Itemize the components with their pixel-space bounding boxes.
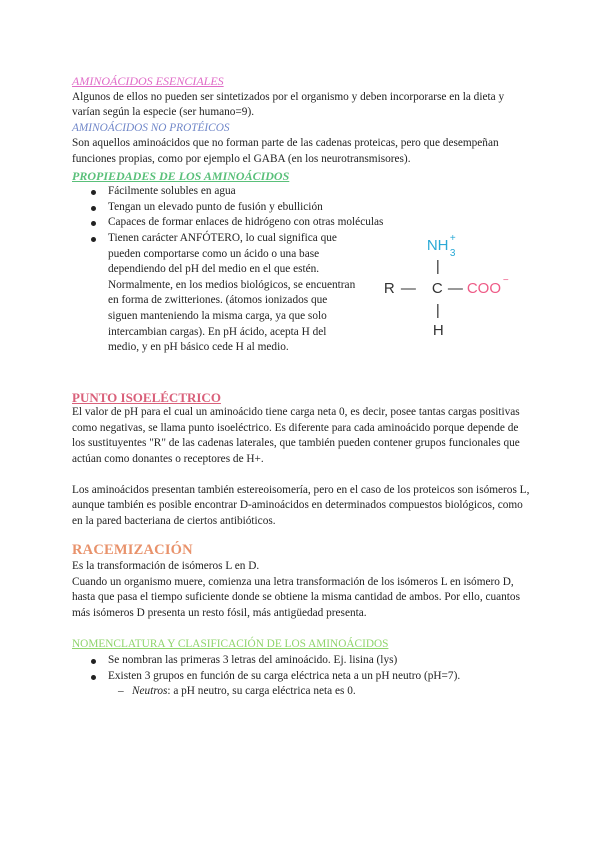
formula-bond-right: — — [447, 279, 463, 297]
formula-vbar-bottom: | — [435, 301, 440, 319]
stereoisomerism-text: Los aminoácidos presentan también estereoisomería, pero en el caso de los proteicos son isómeros L, aunque también es posible encontrar D-aminoácidos en determinados compuestos biológicos, como en la pared bacteriana de ciertos antibióticos. — [72, 483, 530, 527]
properties-heading: PROPIEDADES DE LOS AMINOÁCIDOS — [72, 168, 290, 183]
neutral-text: : a pH neutro, su carga eléctrica neta es 0. — [167, 685, 356, 698]
formula-c: C — [431, 279, 443, 297]
racemization-text-2: Cuando un organismo muere, comienza una letra transformación de los isómeros L en isómero D, hasta que pasa el tiempo suficiente donde se obtiene la misma cantidad de ambos. Por ello, cuantos más isómeros D presenta un resto fósil, más antigüedad presenta. — [72, 575, 520, 619]
list-item — [72, 684, 532, 700]
isoelectric-text: El valor de pH para el cual un aminoácido tiene carga neta 0, es decir, posee tantas cargas positivas como negativas, se llama punto isoeléctrico. Es diferente para cada aminoácido porque depende de los sustituyentes "R" de las cadenas laterales, que también pueden contener grupos funcionales que actúan como donantes o receptores de H+. — [72, 406, 520, 466]
dash-marker: – — [118, 685, 124, 698]
list-item: Tengan un elevado punto de fusión y ebullición — [72, 200, 532, 216]
formula-nh3-superscript: + — [449, 232, 456, 244]
nomenclature-heading: NOMENCLATURA Y CLASIFICACIÓN DE LOS AMINOÁCIDOS — [72, 638, 389, 651]
list-item-amphoteric: Tienen carácter ANFÓTERO, lo cual significa que pueden comportarse como un ácido o una base dependiendo del pH del medio en el que estén. Normalmente, en los medios biológicos, se encuentran en forma de zwitteriones. (átomos ionizados que siguen manteniendo la misma carga, ya que solo intercambian cargas). En pH ácido, acepta H del medio, y en pH básico cede H al medio. NH 3 + | R — C — COO − | H — [72, 231, 532, 356]
essential-heading: AMINOÁCIDOS ESENCIALES — [72, 74, 224, 88]
neutral-label: Neutros — [132, 685, 168, 698]
nomenclature-list — [72, 653, 532, 684]
nomenclature-sublist — [72, 684, 532, 700]
properties-list — [72, 184, 532, 356]
list-item: Capaces de formar enlaces de hidrógeno con otras moléculas — [72, 215, 532, 231]
list-item: Fácilmente solubles en agua — [72, 184, 532, 200]
nonprotein-heading: AMINOÁCIDOS NO PROTÉICOS — [72, 121, 230, 134]
formula-h: H — [432, 321, 444, 339]
essential-text: Algunos de ellos no pueden ser sintetizados por el organismo y deben incorporarse en la dieta y varían según la especie (ser humano=9). — [72, 90, 505, 119]
formula-nh3: NH — [426, 236, 449, 254]
formula-r: R — [383, 279, 395, 297]
bullet-icon — [91, 221, 96, 226]
racemization-heading: RACEMIZACIÓN — [72, 542, 193, 559]
formula-vbar-top: | — [435, 257, 440, 275]
isoelectric-heading: PUNTO ISOELÉCTRICO — [72, 389, 221, 405]
bullet-icon — [91, 659, 96, 664]
list-item: Se nombran las primeras 3 letras del aminoácido. Ej. lisina (lys) — [72, 653, 532, 669]
zwitterion-formula — [379, 231, 532, 351]
racemization-text-1: Es la transformación de isómeros L en D. — [72, 560, 260, 573]
document-content — [72, 74, 532, 700]
bullet-icon — [91, 206, 96, 211]
nonprotein-text: Son aquellos aminoácidos que no forman parte de las cadenas proteicas, pero que desempeñan funciones propias, como por ejemplo el GABA (en los neurotransmisores). — [72, 137, 499, 165]
formula-coo-superscript: − — [502, 274, 509, 286]
bullet-icon — [91, 675, 96, 680]
bullet-icon — [91, 190, 96, 195]
formula-coo: COO — [466, 279, 501, 297]
bullet-icon — [91, 237, 96, 242]
formula-bond-left: — — [400, 279, 416, 297]
list-item: Existen 3 grupos en función de su carga eléctrica neta a un pH neutro (pH=7). — [72, 669, 532, 685]
formula-nh3-subscript: 3 — [449, 247, 456, 259]
